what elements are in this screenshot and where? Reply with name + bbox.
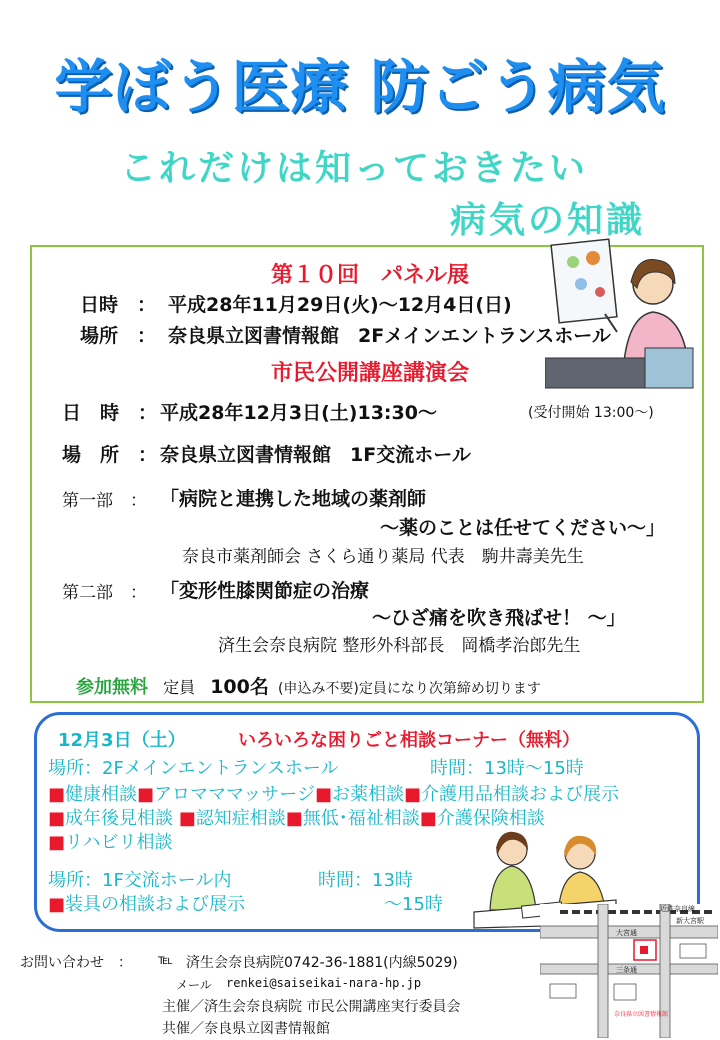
panel-exhibit-heading: 第１０回 パネル展 xyxy=(270,263,469,288)
consult-item: 装具の相談および展示 xyxy=(65,894,246,915)
free-admission: 参加無料 xyxy=(76,677,148,698)
consult-item-last: ■装具の相談および展示 xyxy=(48,894,246,915)
consult-time-2-end: ～15時 xyxy=(384,894,443,915)
part2-label: 第二部 ： xyxy=(62,583,147,603)
subtitle-line-2: 病気の知識 xyxy=(450,200,646,241)
map-label-library: 奈良県立図書情報館 xyxy=(614,1011,669,1018)
lecture-place-label: 場 所 ： xyxy=(62,444,158,466)
consult-time-2: 時間：13時 xyxy=(318,870,413,891)
map-label-omiya-street: 大宮通 xyxy=(616,929,637,937)
consult-place-1: 場所：2Fメインエントランスホール xyxy=(48,758,339,779)
panel-place-label: 場所 ： xyxy=(80,325,157,347)
consult-time-1: 時間：13時～15時 xyxy=(430,758,584,779)
capacity-note: (申込み不要)定員になり次第締め切ります xyxy=(277,681,541,697)
part2-speaker: 済生会奈良病院 整形外科部長 岡橋孝治郎先生 xyxy=(218,636,581,656)
consult-items-row-3: ■リハビリ相談 xyxy=(48,832,173,853)
consult-item: 介護用品相談および展示 xyxy=(420,784,619,805)
consult-item: 健康相談 xyxy=(65,784,138,805)
capacity-value: 100名 xyxy=(210,676,269,698)
access-map xyxy=(540,904,718,1038)
doctor-illustration xyxy=(545,232,695,392)
panel-date-value: 平成28年11月29日(火)～12月4日(日) xyxy=(168,294,512,316)
contact-tel: 済生会奈良病院0742-36-1881(内線5029) xyxy=(186,955,458,971)
consult-heading: いろいろな困りごと相談コーナー（無料） xyxy=(238,730,580,751)
consult-item: お薬相談 xyxy=(331,784,404,805)
organizer: 主催／済生会奈良病院 市民公開講座実行委員会 xyxy=(162,999,461,1015)
part1-title: 「病院と連携した地域の薬剤師 xyxy=(160,488,427,510)
consult-item: 認知症相談 xyxy=(195,808,286,829)
part2-subtitle: ～ひざ痛を吹き飛ばせ！ ～」 xyxy=(372,607,626,629)
contact-mail[interactable]: renkei@saiseikai-nara-hp.jp xyxy=(226,976,422,990)
consult-items-row-1: ■健康相談■アロマママッサージ■お薬相談■介護用品相談および展示 xyxy=(48,784,619,805)
contact-mail-label: メール xyxy=(176,978,212,992)
consult-item: 介護保険相談 xyxy=(436,808,545,829)
consult-item: リハビリ相談 xyxy=(65,832,173,853)
contact-label: お問い合わせ ： xyxy=(20,955,132,971)
map-label-rail: 近鉄奈良線 xyxy=(660,905,695,913)
part1-subtitle: ～薬のことは任せてください～」 xyxy=(380,517,666,539)
admission-line xyxy=(76,672,541,699)
lecture-date-label: 日 時 ： xyxy=(62,402,158,424)
panel-place-value: 奈良県立図書情報館 2Fメインエントランスホール xyxy=(168,325,611,347)
part1-label: 第一部 ： xyxy=(62,491,147,511)
lecture-place-value: 奈良県立図書情報館 1F交流ホール xyxy=(160,444,471,466)
consult-item: 無低･福祉相談 xyxy=(302,808,420,829)
consult-date: 12月3日（土） xyxy=(58,730,186,751)
lecture-date-value: 平成28年12月3日(土)13:30～ xyxy=(160,402,437,424)
consult-place-2: 場所：1F交流ホール内 xyxy=(48,870,232,891)
co-organizer: 共催／奈良県立図書情報館 xyxy=(162,1021,330,1037)
consult-items-row-2: ■成年後見相談 ■認知症相談■無低･福祉相談■介護保険相談 xyxy=(48,808,545,829)
page-title: 学ぼう医療 防ごう病気 xyxy=(54,53,666,121)
contact-tel-prefix: ℡ xyxy=(158,952,174,968)
lecture-reception-note: (受付開始 13:00～) xyxy=(528,405,654,421)
map-label-sanjo-street: 三条通 xyxy=(616,966,637,974)
capacity-label: 定員 xyxy=(163,678,196,697)
map-label-station: 新大宮駅 xyxy=(676,917,704,925)
part2-title: 「変形性膝関節症の治療 xyxy=(160,580,370,602)
consult-item: 成年後見相談 xyxy=(65,808,174,829)
part1-speaker: 奈良市薬剤師会 さくら通り薬局 代表 駒井壽美先生 xyxy=(182,547,584,567)
consult-item: アロマママッサージ xyxy=(154,784,315,805)
subtitle-line-1: これだけは知っておきたい xyxy=(120,148,589,189)
lecture-heading: 市民公開講座講演会 xyxy=(270,361,469,386)
panel-date-label: 日時 ： xyxy=(80,294,157,316)
